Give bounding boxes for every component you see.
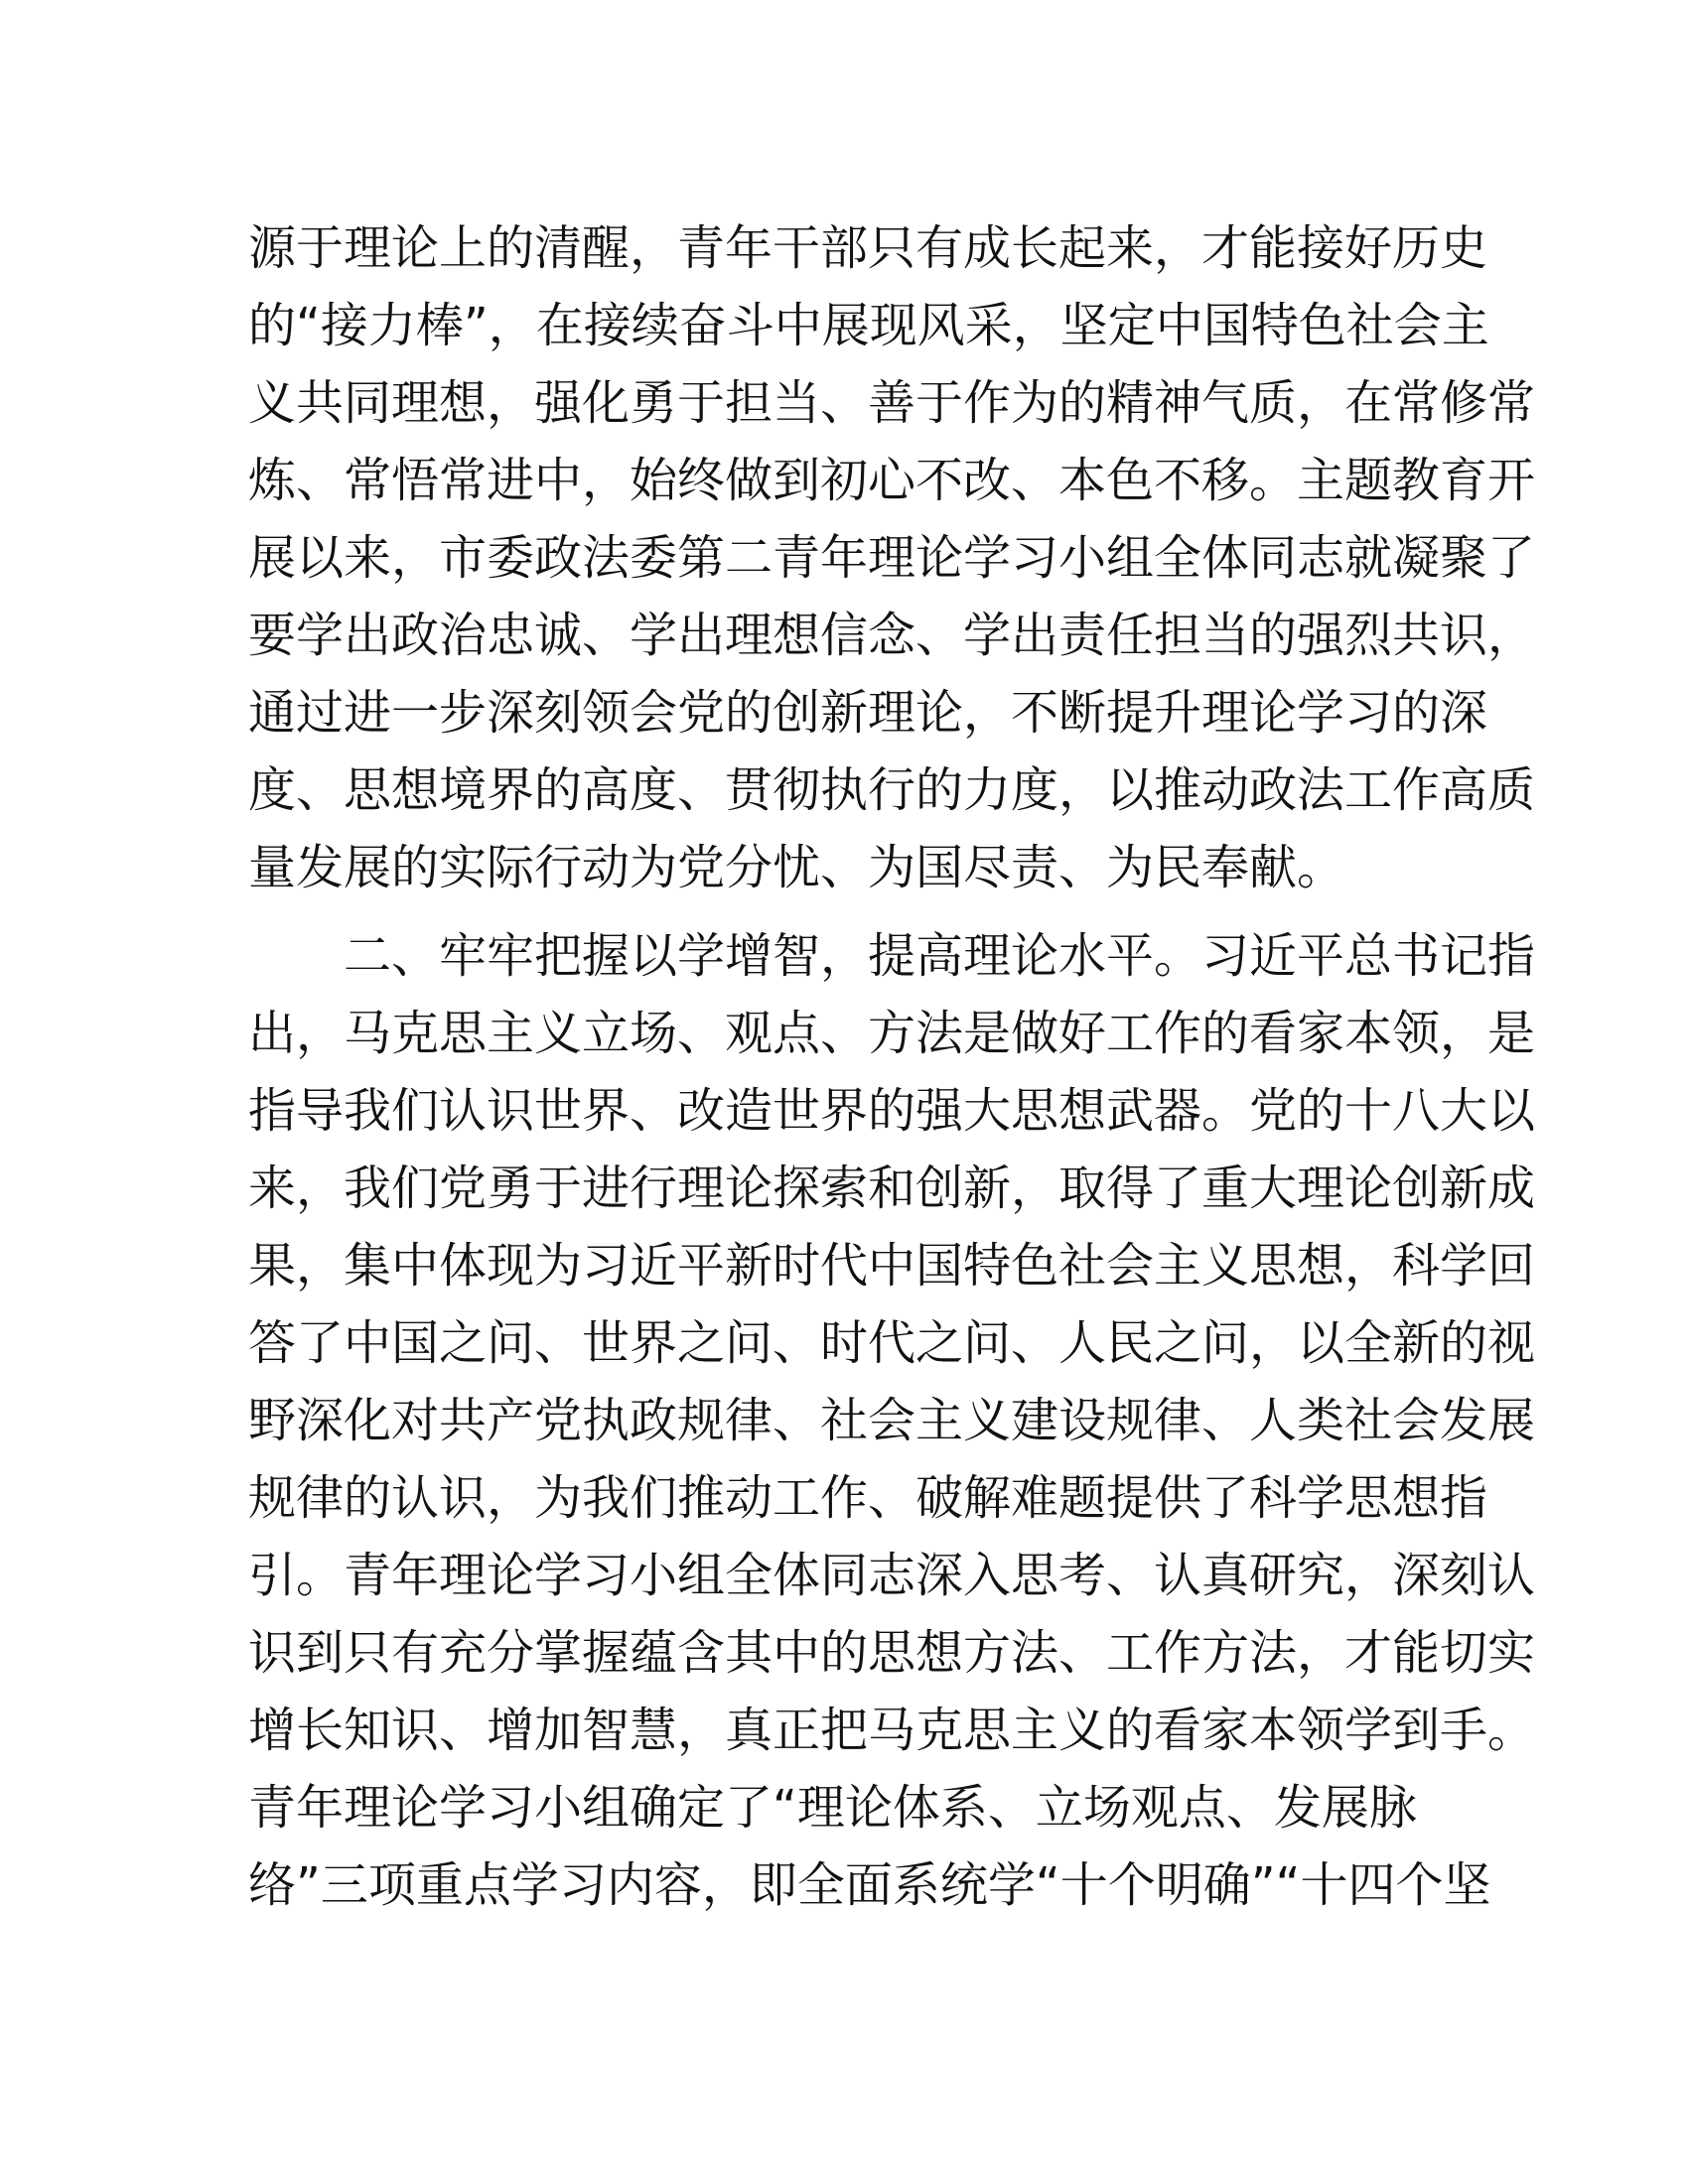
paragraph-continued <box>248 209 1536 906</box>
text-line: 度、思想境界的高度、贯彻执行的力度，以推动政法工作高质 <box>248 762 1536 818</box>
text-line: 通过进一步深刻领会党的创新理论，不断提升理论学习的深 <box>248 685 1488 741</box>
text-line: 青年理论学习小组确定了“理论体系、立场观点、发展脉 <box>248 1780 1417 1836</box>
text-line: 来，我们党勇于进行理论探索和创新，取得了重大理论创新成 <box>248 1160 1536 1216</box>
text-line: 指导我们认识世界、改造世界的强大思想武器。党的十八大以 <box>248 1083 1536 1139</box>
paragraph-section-two <box>248 917 1536 1924</box>
text-line: 出，马克思主义立场、观点、方法是做好工作的看家本领，是 <box>248 1006 1536 1061</box>
text-line: 源于理论上的清醒，青年干部只有成长起来，才能接好历史 <box>248 220 1488 276</box>
text-line: 引。青年理论学习小组全体同志深入思考、认真研究，深刻认 <box>248 1548 1536 1603</box>
text-line: 答了中国之问、世界之问、时代之问、人民之问，以全新的视 <box>248 1315 1536 1371</box>
section-heading-line: 二、牢牢把握以学增智，提高理论水平。习近平总书记指 <box>344 928 1536 984</box>
text-line: 野深化对共产党执政规律、社会主义建设规律、人类社会发展 <box>248 1393 1536 1448</box>
text-line: 的“接力棒”，在接续奋斗中展现风采，坚定中国特色社会主 <box>248 298 1489 353</box>
text-line: 增长知识、增加智慧，真正把马克思主义的看家本领学到手。 <box>248 1703 1536 1758</box>
text-line: 量发展的实际行动为党分忧、为国尽责、为民奉献。 <box>248 840 1345 895</box>
text-line: 炼、常悟常进中，始终做到初心不改、本色不移。主题教育开 <box>248 453 1536 508</box>
text-line: 识到只有充分掌握蕴含其中的思想方法、工作方法，才能切实 <box>248 1625 1536 1681</box>
text-line: 规律的认识，为我们推动工作、破解难题提供了科学思想指 <box>248 1470 1488 1526</box>
text-line: 展以来，市委政法委第二青年理论学习小组全体同志就凝聚了 <box>248 530 1536 586</box>
text-line: 络”三项重点学习内容，即全面系统学“十个明确”“十四个坚 <box>248 1857 1491 1913</box>
text-line: 义共同理想，强化勇于担当、善于作为的精神气质，在常修常 <box>248 375 1536 431</box>
text-line: 果，集中体现为习近平新时代中国特色社会主义思想，科学回 <box>248 1238 1536 1294</box>
text-line: 要学出政治忠诚、学出理想信念、学出责任担当的强烈共识， <box>248 608 1536 663</box>
